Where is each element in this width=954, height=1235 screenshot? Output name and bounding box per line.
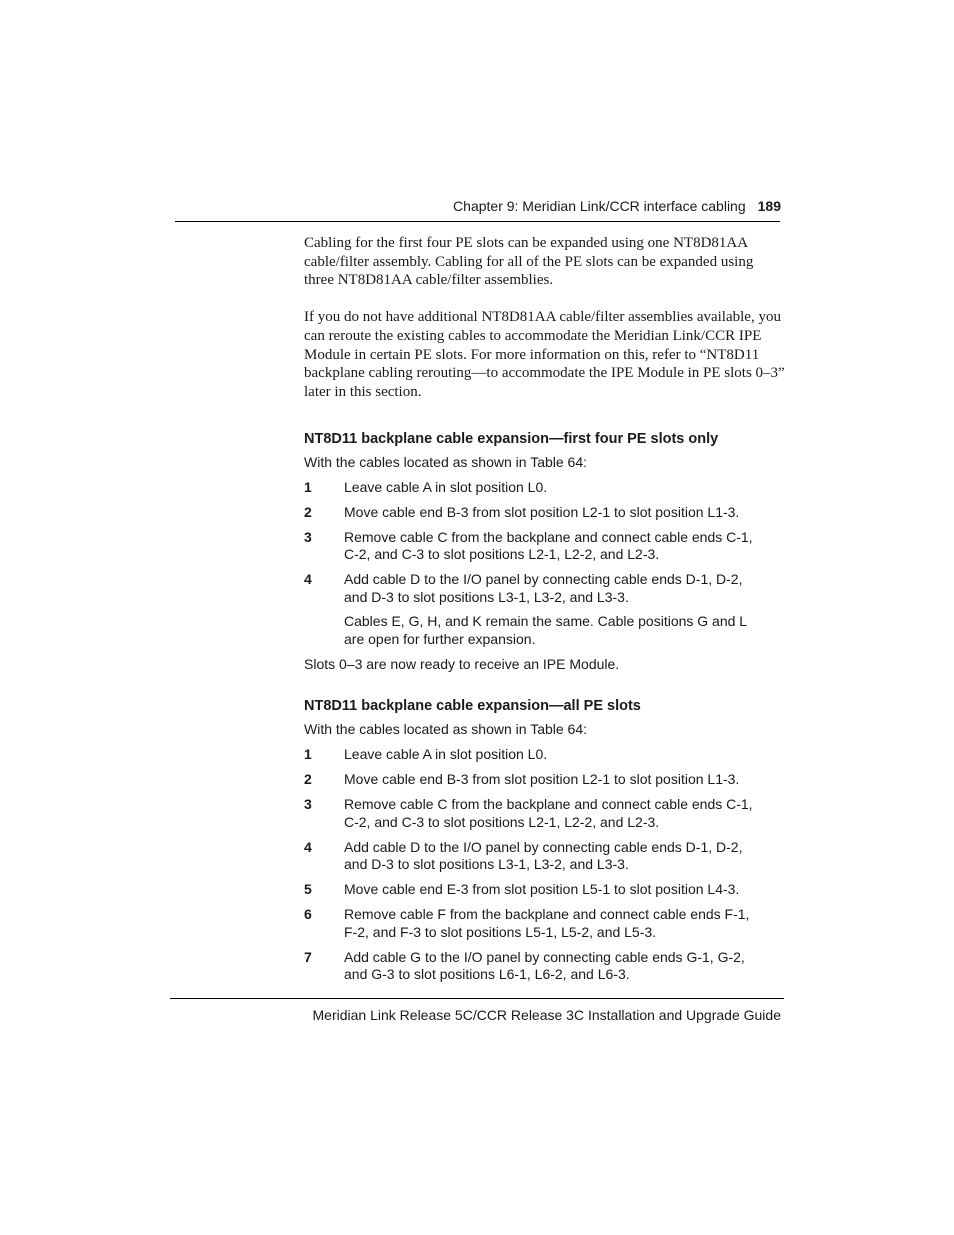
running-footer: Meridian Link Release 5C/CCR Release 3C Installation and Upgrade Guide [312,1007,781,1023]
step-text: Move cable end B-3 from slot position L2-1 to slot position L1-3. [344,503,740,520]
step-text: Remove cable C from the backplane and connect cable ends C-1, C-2, and C-3 to slot positions L2-1, L2-2, and L2-3. [344,796,753,830]
step-text: Remove cable C from the backplane and connect cable ends C-1, C-2, and C-3 to slot positions L2-1, L2-2, and L2-3. [344,528,753,563]
list-item [304,796,786,831]
chapter-title: Chapter 9: Meridian Link/CCR interface cabling [453,198,746,214]
step-number: 2 [304,503,312,520]
body-paragraph: If you do not have additional NT8D81AA cable/filter assemblies available, you can reroute the existing cables to accommodate the Meridian Link/CCR IPE Module in certain PE slots. For more information on this, refer to “NT8D11 backplane cabling rerouting—to accommodate the IPE Module in PE slots 0–3” later in this section. [304,309,785,400]
list-item [304,571,786,606]
step-text: Leave cable A in slot position L0. [344,478,548,495]
body-paragraph: Cabling for the first four PE slots can be expanded using one NT8D81AA cable/filter assembly. Cabling for all of the PE slots can be expanded using three NT8D81AA cable/filter assemblies. [304,235,754,289]
section-closing: Slots 0–3 are now ready to receive an IPE Module. [304,655,620,672]
list-item [304,504,786,522]
list-item [304,949,786,984]
list-item [304,529,786,564]
step-number: 1 [304,746,312,763]
header-rule [175,221,780,222]
step-list [304,479,786,607]
step-list [304,746,786,984]
step-number: 2 [304,771,312,788]
step-text: Remove cable F from the backplane and connect cable ends F-1, F-2, and F-3 to slot positions L5-1, L5-2, and L5-3. [344,906,750,940]
list-item [304,479,786,497]
step-note: Cables E, G, H, and K remain the same. Cable positions G and L are open for further expansion. [344,613,747,647]
running-header [453,198,781,214]
page-content [304,234,786,984]
list-item [304,771,786,789]
step-text: Add cable D to the I/O panel by connecting cable ends D-1, D-2, and D-3 to slot positions L3-1, L3-2, and L3-3. [344,571,743,605]
section-intro: With the cables located as shown in Table 64: [304,453,588,470]
page-number: 189 [757,198,781,214]
section-first-four-slots [304,430,786,674]
step-number: 3 [304,796,312,813]
list-item [304,906,786,941]
step-number: 7 [304,948,312,965]
section-title: NT8D11 backplane cable expansion—first four PE slots only [304,430,719,447]
list-item [304,839,786,874]
step-number: 6 [304,906,312,923]
step-number: 4 [304,838,312,855]
step-text: Leave cable A in slot position L0. [344,746,548,763]
step-number: 3 [304,528,312,545]
section-all-slots [304,697,786,984]
step-text: Move cable end E-3 from slot position L5-1 to slot position L4-3. [344,881,740,898]
list-item [304,881,786,899]
step-number: 5 [304,881,312,898]
step-number: 1 [304,478,312,495]
section-title: NT8D11 backplane cable expansion—all PE slots [304,698,641,715]
step-text: Add cable D to the I/O panel by connecting cable ends D-1, D-2, and D-3 to slot positions L3-1, L3-2, and L3-3. [344,838,743,873]
footer-rule [170,998,784,999]
step-text: Add cable G to the I/O panel by connecting cable ends G-1, G-2, and G-3 to slot positions L6-1, L6-2, and L6-3. [344,948,745,983]
section-intro: With the cables located as shown in Table 64: [304,721,588,738]
step-number: 4 [304,571,312,588]
step-text: Move cable end B-3 from slot position L2-1 to slot position L1-3. [344,771,740,788]
list-item [304,746,786,764]
